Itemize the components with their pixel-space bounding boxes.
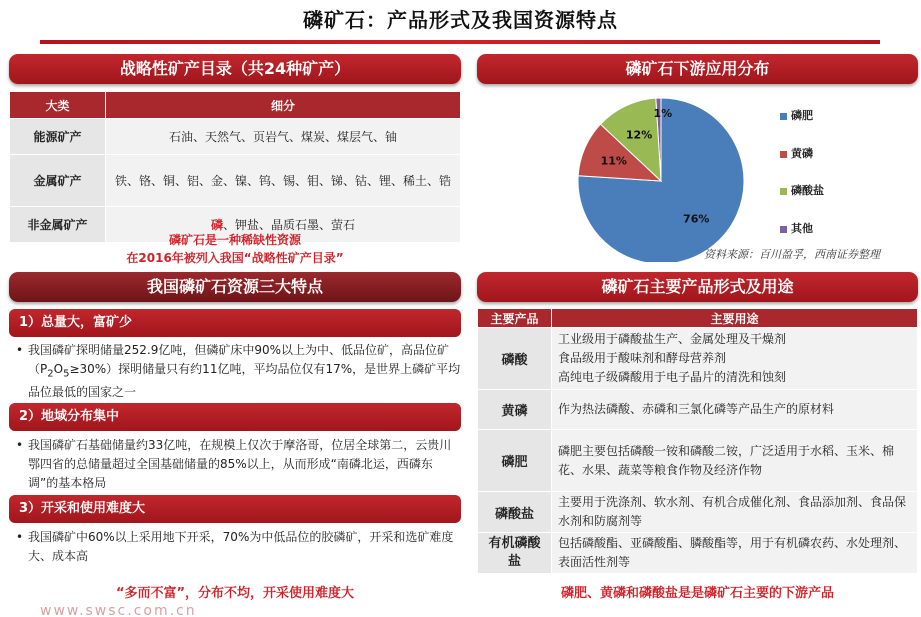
strategic-table <box>9 91 461 243</box>
feature-3-text <box>16 528 461 566</box>
product-uses: 主要用于洗涤剂、软水剂、有机合成催化剂、食品添加剂、食品保水剂和防腐剂等 <box>552 492 918 533</box>
strategic-note-1: 磷矿石是一种稀缺性资源 <box>168 233 301 247</box>
product-uses <box>552 328 918 390</box>
column-header: 细分 <box>106 92 461 119</box>
legend-item-磷肥 <box>780 107 813 123</box>
products-bottom-note: 磷肥、黄磷和磷酸盐是是磷矿石主要的下游产品 <box>560 586 834 601</box>
product-name: 磷酸盐 <box>478 492 552 533</box>
pie-label-其他: 1% <box>653 106 673 120</box>
product-uses: 包括磷酸酯、亚磷酸酯、膦酸酯等，用于有机磷农药、水处理剂、表面活性剂等 <box>552 533 918 574</box>
legend-label: 黄磷 <box>791 147 813 160</box>
watermark: www.swsc.com.cn <box>40 603 197 617</box>
product-name-text: 有机磷酸盐 <box>488 536 541 569</box>
legend-swatch <box>780 188 787 195</box>
use-line: 工业级用于磷酸盐生产、金属处理及干燥剂 <box>558 332 787 346</box>
title-divider <box>40 40 880 44</box>
pie-label-黄磷: 11% <box>600 154 627 168</box>
bullet: • <box>16 438 24 452</box>
legend-label: 磷酸盐 <box>791 184 824 197</box>
table-row <box>10 119 461 155</box>
product-name: 磷酸 <box>478 328 552 390</box>
category-cell: 金属矿产 <box>10 155 106 207</box>
feature-1-text-a: 我国磷矿探明储量252.9亿吨，但磷矿床中90%以上为中、低品位矿，高品位矿（P <box>28 343 450 376</box>
products-header: 磷矿石主要产品形式及用途 <box>477 272 918 302</box>
product-uses: 磷肥主要包括磷酸一铵和磷酸二铵，广泛适用于水稻、玉米、棉花、水果、蔬菜等粮食作物及经济作物 <box>552 430 918 492</box>
legend-swatch <box>780 151 787 158</box>
detail-cell: 铁、铬、铜、铝、金、镍、钨、锡、钼、锑、钴、锂、稀土、锆 <box>106 155 461 207</box>
detail-cell: 石油、天然气、页岩气、煤炭、煤层气、铀 <box>106 119 461 155</box>
strategic-header: 战略性矿产目录（共24种矿产） <box>9 54 461 84</box>
product-name: 磷肥 <box>478 430 552 492</box>
legend-swatch <box>780 226 787 233</box>
column-header: 大类 <box>10 92 106 119</box>
table-row <box>478 533 918 574</box>
detail-rest: 、钾盐、晶质石墨、萤石 <box>223 217 356 232</box>
product-name: 黄磷 <box>478 390 552 430</box>
product-name <box>478 533 552 574</box>
table-row <box>10 155 461 207</box>
feature-2-body: 我国磷矿石基础储量约33亿吨，在规模上仅次于摩洛哥，位居全球第二，云贵川鄂四省的总储量超过全国基础储量的85%以上，从而形成“南磷北运，西磷东调”的基本格局 <box>28 438 452 490</box>
use-line: 食品级用于酸味剂和酵母营养剂 <box>558 351 727 365</box>
subscript: 2 <box>47 368 54 380</box>
subscript: 5 <box>63 368 70 380</box>
page-title: 磷矿石：产品形式及我国资源特点 <box>303 8 618 32</box>
table-row <box>478 492 918 533</box>
highlight-phosphorus: 磷 <box>210 217 223 232</box>
downstream-header: 磷矿石下游应用分布 <box>477 54 918 84</box>
bullet: • <box>16 343 24 357</box>
feature-1-text-b: O <box>53 362 64 376</box>
use-line: 高纯电子级磷酸用于电子晶片的清洗和蚀刻 <box>558 370 787 384</box>
feature-3-body: 我国磷矿中60%以上采用地下开采，70%为中低品位的胶磷矿，开采和选矿难度大、成本高 <box>28 530 454 563</box>
legend-item-磷酸盐 <box>780 182 824 198</box>
feature-3-title: 3）开采和使用难度大 <box>9 495 461 523</box>
legend-item-其他 <box>780 220 813 236</box>
pie-label-磷肥: 76% <box>683 212 710 226</box>
table-row <box>478 430 918 492</box>
feature-2-title: 2）地域分布集中 <box>9 403 461 431</box>
category-cell: 非金属矿产 <box>10 207 106 243</box>
products-table <box>477 308 918 574</box>
table-row <box>478 390 918 430</box>
legend-swatch <box>780 113 787 120</box>
bullet: • <box>16 530 24 544</box>
pie-label-磷酸盐: 12% <box>625 128 653 142</box>
features-header: 我国磷矿石资源三大特点 <box>9 272 461 302</box>
product-uses: 作为热法磷酸、赤磷和三氯化磷等产品生产的原材料 <box>552 390 918 430</box>
legend-item-黄磷 <box>780 145 813 161</box>
feature-1-text-c: ≥30%）探明储量只有约11亿吨，平均品位仅有17%，是世界上磷矿平均品位最低的国家之一 <box>28 362 461 400</box>
feature-2-text <box>16 436 461 493</box>
table-header-row <box>10 92 461 119</box>
column-header: 主要用途 <box>552 309 918 328</box>
features-bottom-note: “多而不富”，分布不均，开采使用难度大 <box>115 586 355 601</box>
table-header-row <box>478 309 918 328</box>
legend-label: 其他 <box>791 222 813 235</box>
source-note: 资料来源：百川盈孚，西南证券整理 <box>704 248 880 261</box>
legend-label: 磷肥 <box>791 109 813 122</box>
feature-1-title: 1）总量大，富矿少 <box>9 309 461 337</box>
downstream-pie-chart <box>478 92 918 262</box>
column-header: 主要产品 <box>478 309 552 328</box>
feature-1-text <box>16 341 461 402</box>
category-cell: 能源矿产 <box>10 119 106 155</box>
strategic-note-2: 在2016年被列入我国“战略性矿产目录” <box>126 251 344 265</box>
table-row <box>478 328 918 390</box>
